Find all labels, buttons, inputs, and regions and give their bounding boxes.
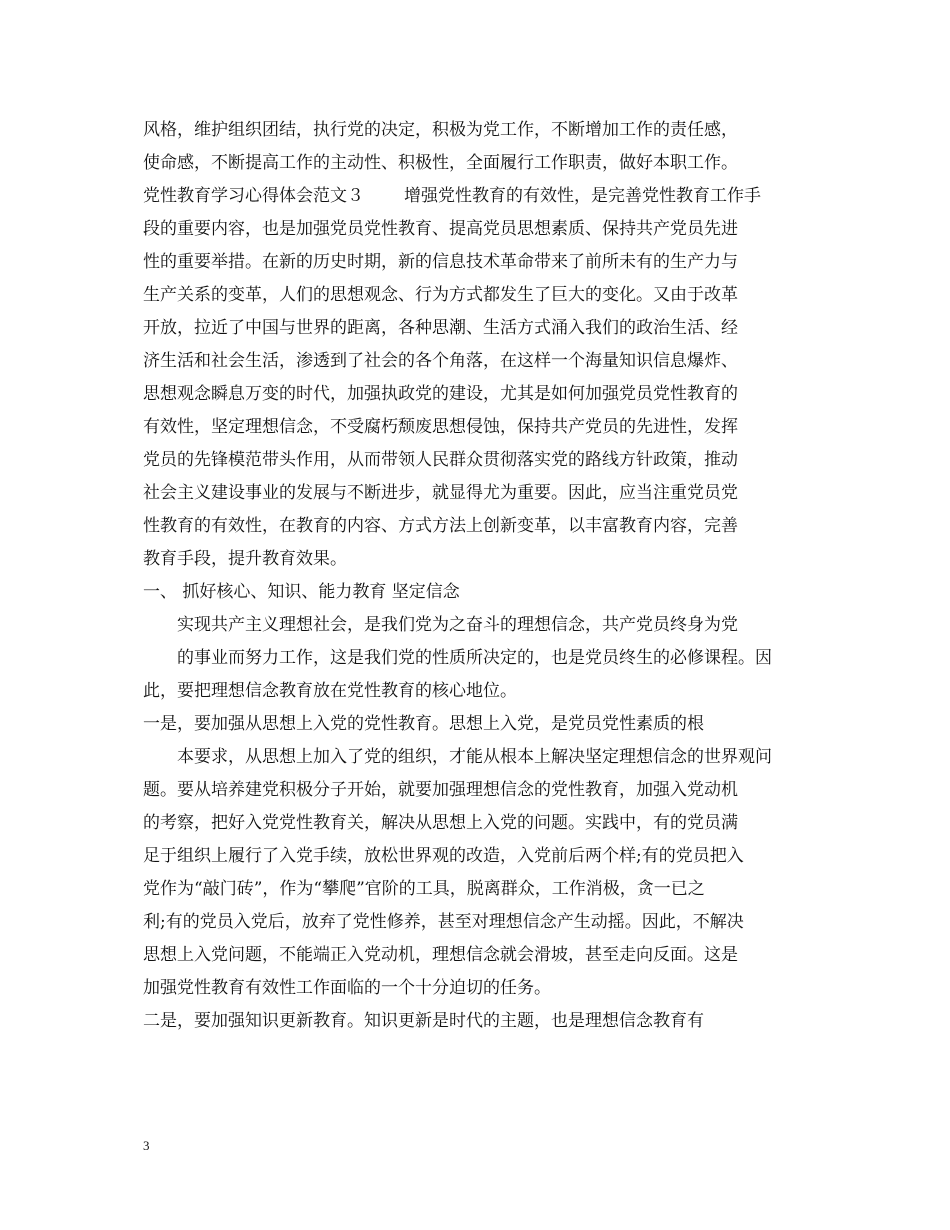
text-line: 利;有的党员入党后，放弃了党性修养，甚至对理想信念产生动摇。因此，不解决 — [143, 912, 744, 932]
section-title: 党性教育学习心得体会范文３ — [143, 186, 364, 206]
text-line: 性的重要举措。在新的历史时期，新的信息技术革命带来了前所未有的生产力与 — [143, 252, 738, 272]
page-number: 3 — [143, 1138, 150, 1153]
document-body — [143, 114, 811, 1071]
text-line: 党员的先锋模范带头作用，从而带领人民群众贯彻落实党的路线方针政策，推动 — [143, 450, 738, 470]
subheading-line: 实现共产主义理想社会，是我们党为之奋斗的理想信念，共产党员终身为党 — [177, 615, 738, 635]
paragraph-first-line — [143, 1038, 811, 1071]
text-line: 加强党性教育有效性工作面临的一个十分迫切的任务。 — [143, 978, 551, 998]
text-line: 题。要从培养建党积极分子开始，就要加强理想信念的党性教育，加强入党动机 — [143, 780, 738, 800]
text-line: 段的重要内容，也是加强党员党性教育、提高党员思想素质、保持共产党员先进 — [143, 219, 738, 239]
text-line: 性教育的有效性，在教育的内容、方式方法上创新变革，以丰富教育内容，完善 — [143, 516, 738, 536]
text-line: 有效性，坚定理想信念，不受腐朽颓废思想侵蚀，保持共产党员的先进性，发挥 — [143, 417, 738, 437]
paragraph-first-line: 本要求，从思想上加入了党的组织，才能从根本上解决坚定理想信念的世界观问 — [177, 747, 772, 767]
text-line: 教育手段，提升教育效果。 — [143, 549, 347, 569]
text-line: 党作为“敲门砖”，作为“攀爬”官阶的工具，脱离群众，工作消极，贪一已之 — [143, 879, 705, 899]
text-line: 济生活和社会生活，渗透到了社会的各个角落，在这样一个海量知识信息爆炸、 — [143, 351, 738, 371]
text-line: 社会主义建设事业的发展与不断进步，就显得尤为重要。因此，应当注重党员党 — [143, 483, 738, 503]
text-line: 生产关系的变革，人们的思想观念、行为方式都发生了巨大的变化。又由于改革 — [143, 285, 738, 305]
text-line: 二是，要加强知识更新教育。知识更新是时代的主题，也是理想信念教育有 — [143, 1011, 704, 1031]
text-line: 足于组织上履行了入党手续，放松世界观的改造，入党前后两个样;有的党员把入 — [143, 846, 744, 866]
text-line: 风格，维护组织团结，执行党的决定，积极为党工作，不断增加工作的责任感， — [143, 120, 738, 140]
text-line: 一、 抓好核心、知识、能力教育 坚定信念 — [143, 582, 460, 602]
text-line: 使命感，不断提高工作的主动性、积极性，全面履行工作职责，做好本职工作。 — [143, 153, 738, 173]
section-heading-line — [143, 180, 811, 213]
text-line: 开放，拉近了中国与世界的距离，各种思潮、生活方式涌入我们的政治生活、经 — [143, 318, 738, 338]
paragraph-first-line: 的事业而努力工作，这是我们党的性质所决定的，也是党员终生的必修课程。因 — [177, 648, 772, 668]
text-line: 此，要把理想信念教育放在党性教育的核心地位。 — [143, 681, 517, 701]
text-line: 思想观念瞬息万变的时代，加强执政党的建设，尤其是如何加强党员党性教育的 — [143, 384, 738, 404]
text-line: 思想上入党问题，不能端正入党动机，理想信念就会滑坡，甚至走向反面。这是 — [143, 945, 738, 965]
text-line: 的考察，把好入党党性教育关，解决从思想上入党的问题。实践中，有的党员满 — [143, 813, 738, 833]
section-opening-text: 增强党性教育的有效性，是完善党性教育工作手 — [404, 186, 761, 206]
text-line: 一是，要加强从思想上入党的党性教育。思想上入党，是党员党性素质的根 — [143, 714, 704, 734]
